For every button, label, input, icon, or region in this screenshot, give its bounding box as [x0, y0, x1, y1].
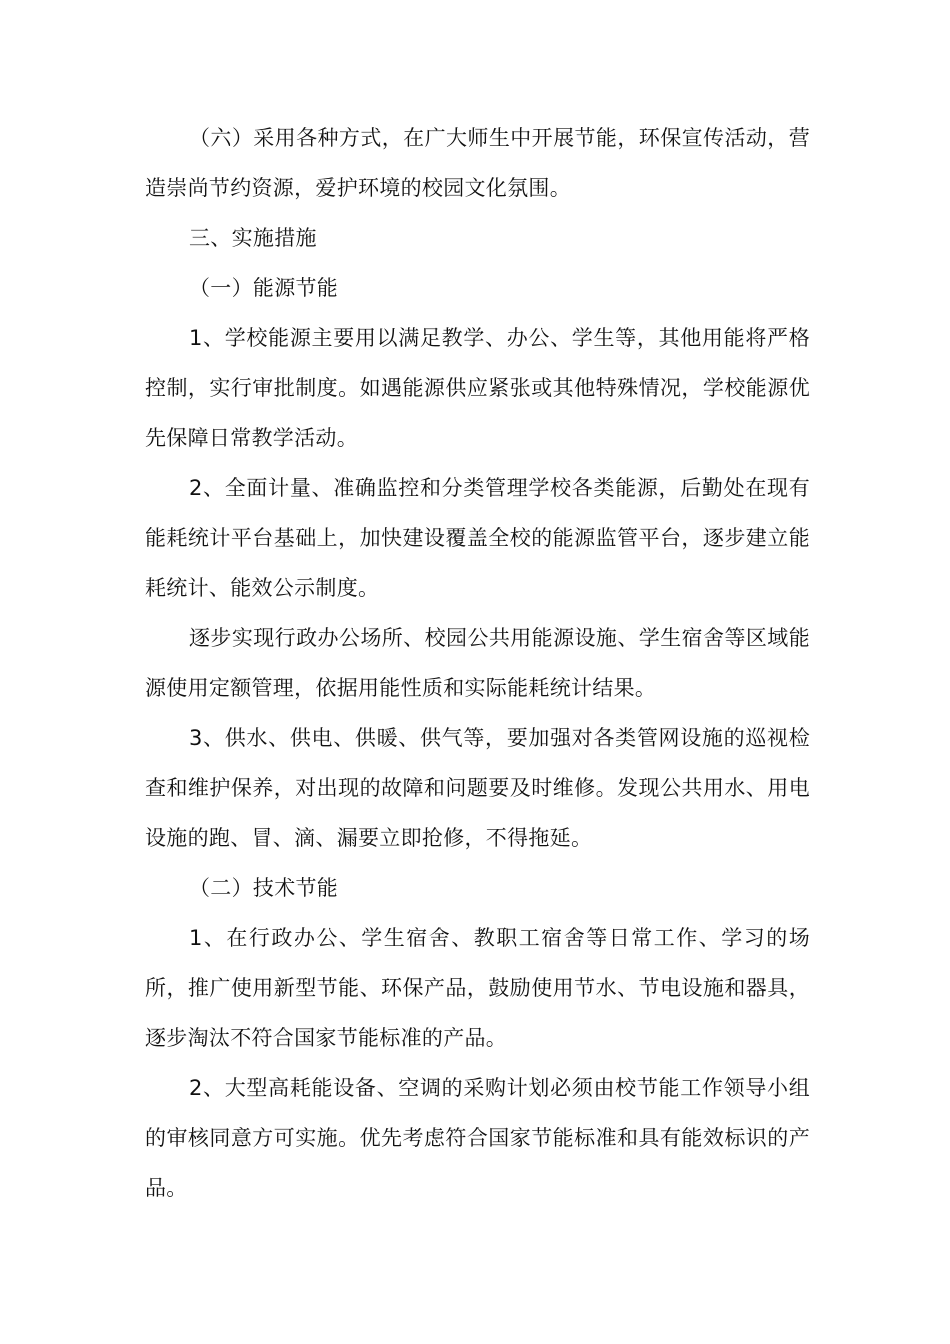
paragraph-quota-management: 逐步实现行政办公场所、校园公共用能源设施、学生宿舍等区域能源使用定额管理，依据用能性质和实际能耗统计结果。: [145, 626, 810, 700]
document-body: [145, 113, 810, 1213]
paragraph-technology-1: 1、在行政办公、学生宿舍、教职工宿舍等日常工作、学习的场所，推广使用新型节能、环保产品，鼓励使用节水、节电设施和器具，逐步淘汰不符合国家节能标准的产品。: [145, 926, 810, 1050]
paragraph-energy-1: 1、学校能源主要用以满足教学、办公、学生等，其他用能将严格控制，实行审批制度。如遇能源供应紧张或其他特殊情况，学校能源优先保障日常教学活动。: [145, 326, 810, 450]
paragraph-energy-2: 2、全面计量、准确监控和分类管理学校各类能源，后勤处在现有能耗统计平台基础上，加快建设覆盖全校的能源监管平台，逐步建立能耗统计、能效公示制度。: [145, 476, 810, 600]
paragraph-technology-2: 2、大型高耗能设备、空调的采购计划必须由校节能工作领导小组的审核同意方可实施。优先考虑符合国家节能标准和具有能效标识的产品。: [145, 1076, 810, 1200]
paragraph-energy-3: 3、供水、供电、供暖、供气等，要加强对各类管网设施的巡视检查和维护保养，对出现的故障和问题要及时维修。发现公共用水、用电设施的跑、冒、滴、漏要立即抢修，不得拖延。: [145, 726, 810, 850]
paragraph-publicity: （六）采用各种方式，在广大师生中开展节能，环保宣传活动，营造崇尚节约资源，爱护环境的校园文化氛围。: [145, 126, 810, 200]
section-heading-measures: 三、实施措施: [189, 226, 317, 250]
subsection-heading-energy: （一）能源节能: [189, 276, 339, 300]
subsection-heading-technology: （二）技术节能: [189, 876, 339, 900]
